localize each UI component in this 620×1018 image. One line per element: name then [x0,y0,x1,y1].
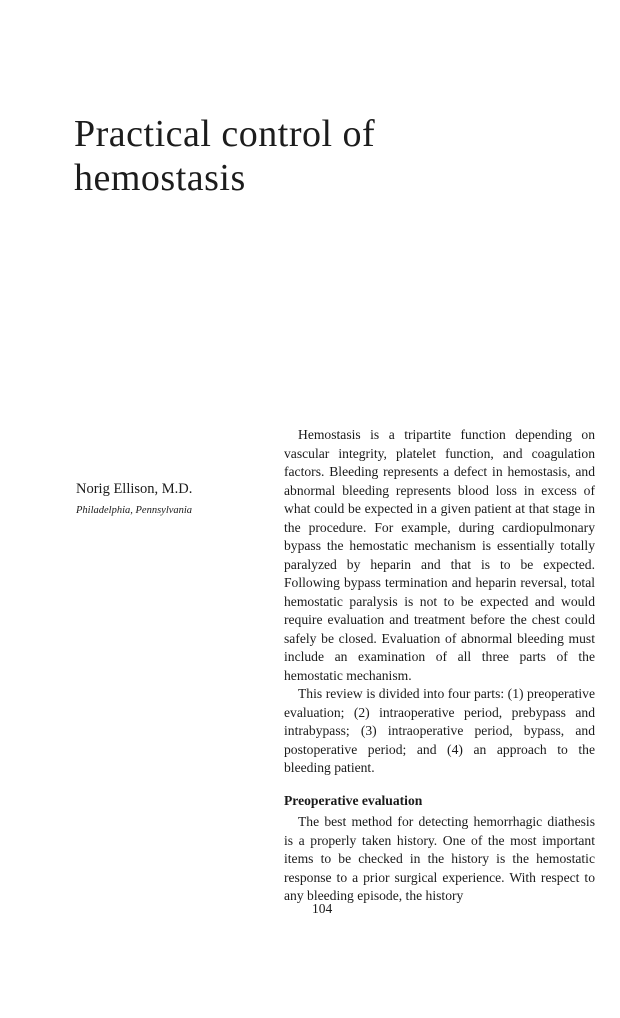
page-number: 104 [312,901,333,916]
body-paragraph-2: This review is divided into four parts: (1) preoperative evaluation; (2) intraoperative period, prebypass and intrabypass; (3) intraoperative period, bypass, and postoperative period; and (4) an approach to the bleeding patient. [284,686,595,775]
author-affiliation: Philadelphia, Pennsylvania [76,505,193,516]
section-heading: Preoperative evaluation [284,792,423,808]
body-text-column [284,426,595,906]
article-title [74,112,375,200]
author-name: Norig Ellison, M.D. [76,481,193,497]
author-block [76,480,192,518]
title-line-2: hemostasis [74,157,246,199]
body-paragraph-1: Hemostasis is a tripartite function depending on vascular integrity, platelet function, and coagulation factors. Bleeding represents a defect in hemostasis, and abnormal bleeding represents blood loss in excess of what could be expected in a given patient at that stage in the procedure. For example, during cardiopulmonary bypass the hemostatic mechanism is essentially totally paralyzed by heparin and that is to be expected. Following bypass termination and heparin reversal, total hemostatic paralysis is not to be expected and would require evaluation and treatment before the chest could safely be closed. Evaluation of abnormal bleeding must include an examination of all three parts of the hemostatic mechanism. [284,427,595,683]
body-paragraph-3: The best method for detecting hemorrhagic diathesis is a properly taken history. One of the most important items to be checked in the history is the hemostatic response to a prior surgical experience. With respect to any bleeding episode, the history [284,814,595,903]
title-line-1: Practical control of [74,113,376,155]
